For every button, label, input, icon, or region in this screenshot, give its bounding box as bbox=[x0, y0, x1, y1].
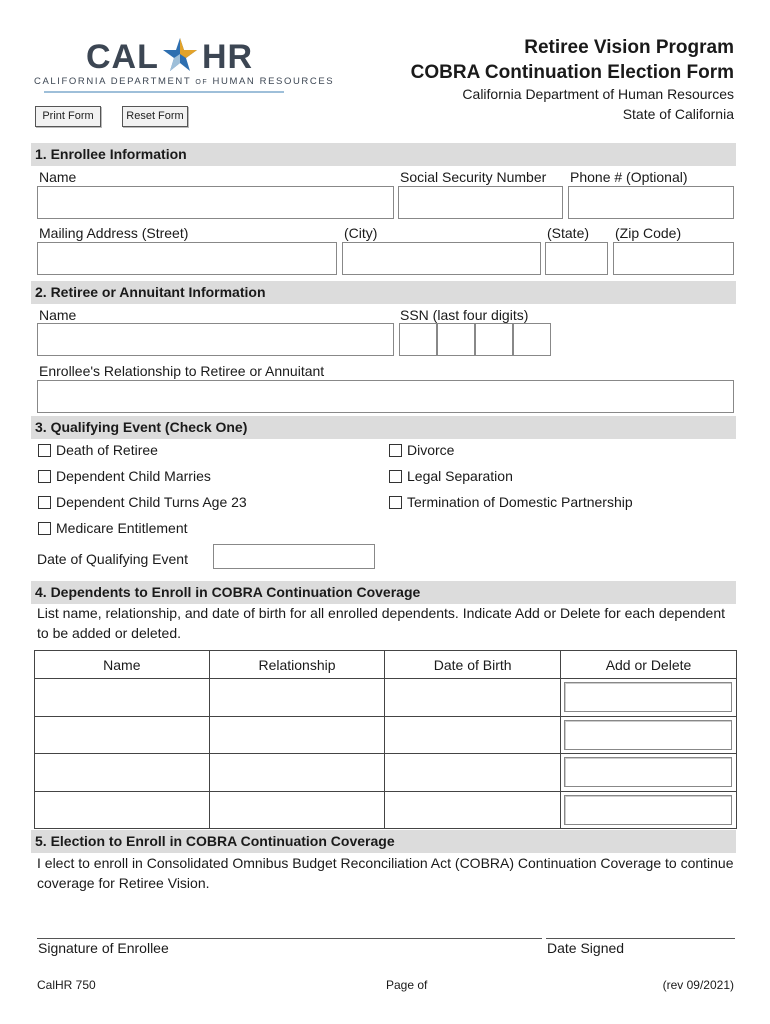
logo-subtitle-2: HUMAN RESOURCES bbox=[212, 76, 335, 87]
relationship-label: Enrollee's Relationship to Retiree or Annuitant bbox=[39, 363, 325, 379]
dependent-name-cell[interactable] bbox=[35, 754, 210, 792]
section2-heading: 2. Retiree or Annuitant Information bbox=[31, 281, 736, 304]
section1-heading: 1. Enrollee Information bbox=[31, 143, 736, 166]
ssn-digit-3-field[interactable] bbox=[475, 323, 513, 356]
enrollee-phone-label: Phone # (Optional) bbox=[570, 169, 688, 185]
checkbox-icon[interactable] bbox=[38, 522, 51, 535]
logo-text-hr: HR bbox=[202, 38, 254, 76]
checkbox-divorce[interactable]: Divorce bbox=[389, 442, 454, 458]
dependent-relationship-cell[interactable] bbox=[209, 679, 385, 717]
logo-subtitle-of: OF bbox=[195, 79, 209, 86]
signature-label: Signature of Enrollee bbox=[38, 940, 169, 956]
dependent-dob-cell[interactable] bbox=[385, 791, 561, 829]
col-header-name: Name bbox=[35, 651, 210, 679]
page-number: Page of bbox=[386, 978, 428, 992]
print-form-button[interactable]: Print Form bbox=[35, 106, 101, 127]
table-header-row bbox=[35, 651, 737, 679]
street-field[interactable] bbox=[37, 242, 337, 275]
table-row bbox=[35, 679, 737, 717]
street-label: Mailing Address (Street) bbox=[39, 225, 189, 241]
enrollee-phone-field[interactable] bbox=[568, 186, 734, 219]
table-row bbox=[35, 791, 737, 829]
signature-line[interactable] bbox=[37, 938, 542, 939]
zip-label: (Zip Code) bbox=[615, 225, 682, 241]
dependent-add-delete-cell bbox=[560, 679, 736, 717]
state-name: State of California bbox=[622, 106, 734, 122]
city-field[interactable] bbox=[342, 242, 541, 275]
dependent-name-cell[interactable] bbox=[35, 791, 210, 829]
dependent-name-cell[interactable] bbox=[35, 679, 210, 717]
checkbox-death-of-retiree[interactable]: Death of Retiree bbox=[38, 442, 158, 458]
enrollee-ssn-field[interactable] bbox=[398, 186, 563, 219]
section4-instructions: List name, relationship, and date of birth for all enrolled dependents. Indicate Add or Delete for each dependent to be added or deleted. bbox=[37, 605, 726, 641]
dependents-table bbox=[34, 650, 737, 829]
col-header-add-delete: Add or Delete bbox=[560, 651, 736, 679]
logo-star-icon bbox=[160, 36, 200, 74]
checkbox-icon[interactable] bbox=[389, 496, 402, 509]
add-delete-field[interactable] bbox=[564, 720, 732, 750]
checkbox-medicare-entitlement[interactable]: Medicare Entitlement bbox=[38, 520, 188, 536]
col-header-relationship: Relationship bbox=[209, 651, 385, 679]
checkbox-icon[interactable] bbox=[38, 470, 51, 483]
dependent-dob-cell[interactable] bbox=[385, 754, 561, 792]
col-header-dob: Date of Birth bbox=[385, 651, 561, 679]
retiree-ssn-label: SSN (last four digits) bbox=[400, 307, 529, 323]
logo-subtitle-1: CALIFORNIA DEPARTMENT bbox=[34, 76, 192, 87]
state-label: (State) bbox=[547, 225, 590, 241]
checkbox-icon[interactable] bbox=[389, 444, 402, 457]
dependent-add-delete-cell bbox=[560, 791, 736, 829]
retiree-name-field[interactable] bbox=[37, 323, 394, 356]
qualifying-date-field[interactable] bbox=[213, 544, 375, 569]
checkbox-dependent-child-marries[interactable]: Dependent Child Marries bbox=[38, 468, 211, 484]
form-id: CalHR 750 bbox=[37, 978, 96, 992]
date-signed-line[interactable] bbox=[546, 938, 735, 939]
state-field[interactable] bbox=[545, 242, 608, 275]
dependent-dob-cell[interactable] bbox=[385, 679, 561, 717]
section3-heading: 3. Qualifying Event (Check One) bbox=[31, 416, 736, 439]
enrollee-name-field[interactable] bbox=[37, 186, 394, 219]
dependent-add-delete-cell bbox=[560, 716, 736, 754]
checkbox-icon[interactable] bbox=[38, 444, 51, 457]
dependent-add-delete-cell bbox=[560, 754, 736, 792]
section4-heading: 4. Dependents to Enroll in COBRA Continuation Coverage bbox=[31, 581, 736, 604]
section5-heading: 5. Election to Enroll in COBRA Continuation Coverage bbox=[31, 830, 736, 853]
calhr-logo bbox=[34, 38, 335, 96]
logo-text-cal: CAL bbox=[86, 38, 159, 76]
checkbox-termination-domestic-partnership[interactable]: Termination of Domestic Partnership bbox=[389, 494, 633, 510]
add-delete-field[interactable] bbox=[564, 795, 732, 825]
retiree-name-label: Name bbox=[39, 307, 77, 323]
dependent-relationship-cell[interactable] bbox=[209, 754, 385, 792]
revision-date: (rev 09/2021) bbox=[662, 978, 734, 992]
dependent-name-cell[interactable] bbox=[35, 716, 210, 754]
ssn-digit-4-field[interactable] bbox=[513, 323, 551, 356]
dependent-dob-cell[interactable] bbox=[385, 716, 561, 754]
relationship-field[interactable] bbox=[37, 380, 734, 413]
reset-form-button[interactable]: Reset Form bbox=[122, 106, 188, 127]
city-label: (City) bbox=[344, 225, 378, 241]
checkbox-legal-separation[interactable]: Legal Separation bbox=[389, 468, 513, 484]
dependent-relationship-cell[interactable] bbox=[209, 716, 385, 754]
enrollee-name-label: Name bbox=[39, 169, 77, 185]
checkbox-child-turns-23[interactable]: Dependent Child Turns Age 23 bbox=[38, 494, 247, 510]
qualifying-date-label: Date of Qualifying Event bbox=[37, 551, 188, 567]
checkbox-icon[interactable] bbox=[38, 496, 51, 509]
add-delete-field[interactable] bbox=[564, 757, 732, 787]
table-row bbox=[35, 716, 737, 754]
date-signed-label: Date Signed bbox=[547, 940, 625, 956]
zip-field[interactable] bbox=[613, 242, 734, 275]
form-title-line1: Retiree Vision Program bbox=[524, 37, 734, 58]
logo-subtitle bbox=[34, 76, 334, 87]
department-name: California Department of Human Resources bbox=[462, 86, 734, 102]
add-delete-field[interactable] bbox=[564, 682, 732, 712]
dependent-relationship-cell[interactable] bbox=[209, 791, 385, 829]
form-title-line2: COBRA Continuation Election Form bbox=[410, 62, 734, 83]
section5-statement: I elect to enroll in Consolidated Omnibus Budget Reconciliation Act (COBRA) Continuation Coverage to continue coverage for Retiree Vision. bbox=[37, 855, 734, 891]
ssn-digit-2-field[interactable] bbox=[437, 323, 475, 356]
ssn-digit-1-field[interactable] bbox=[399, 323, 437, 356]
logo-underline bbox=[44, 91, 284, 93]
enrollee-ssn-label: Social Security Number bbox=[400, 169, 547, 185]
table-row bbox=[35, 754, 737, 792]
checkbox-icon[interactable] bbox=[389, 470, 402, 483]
